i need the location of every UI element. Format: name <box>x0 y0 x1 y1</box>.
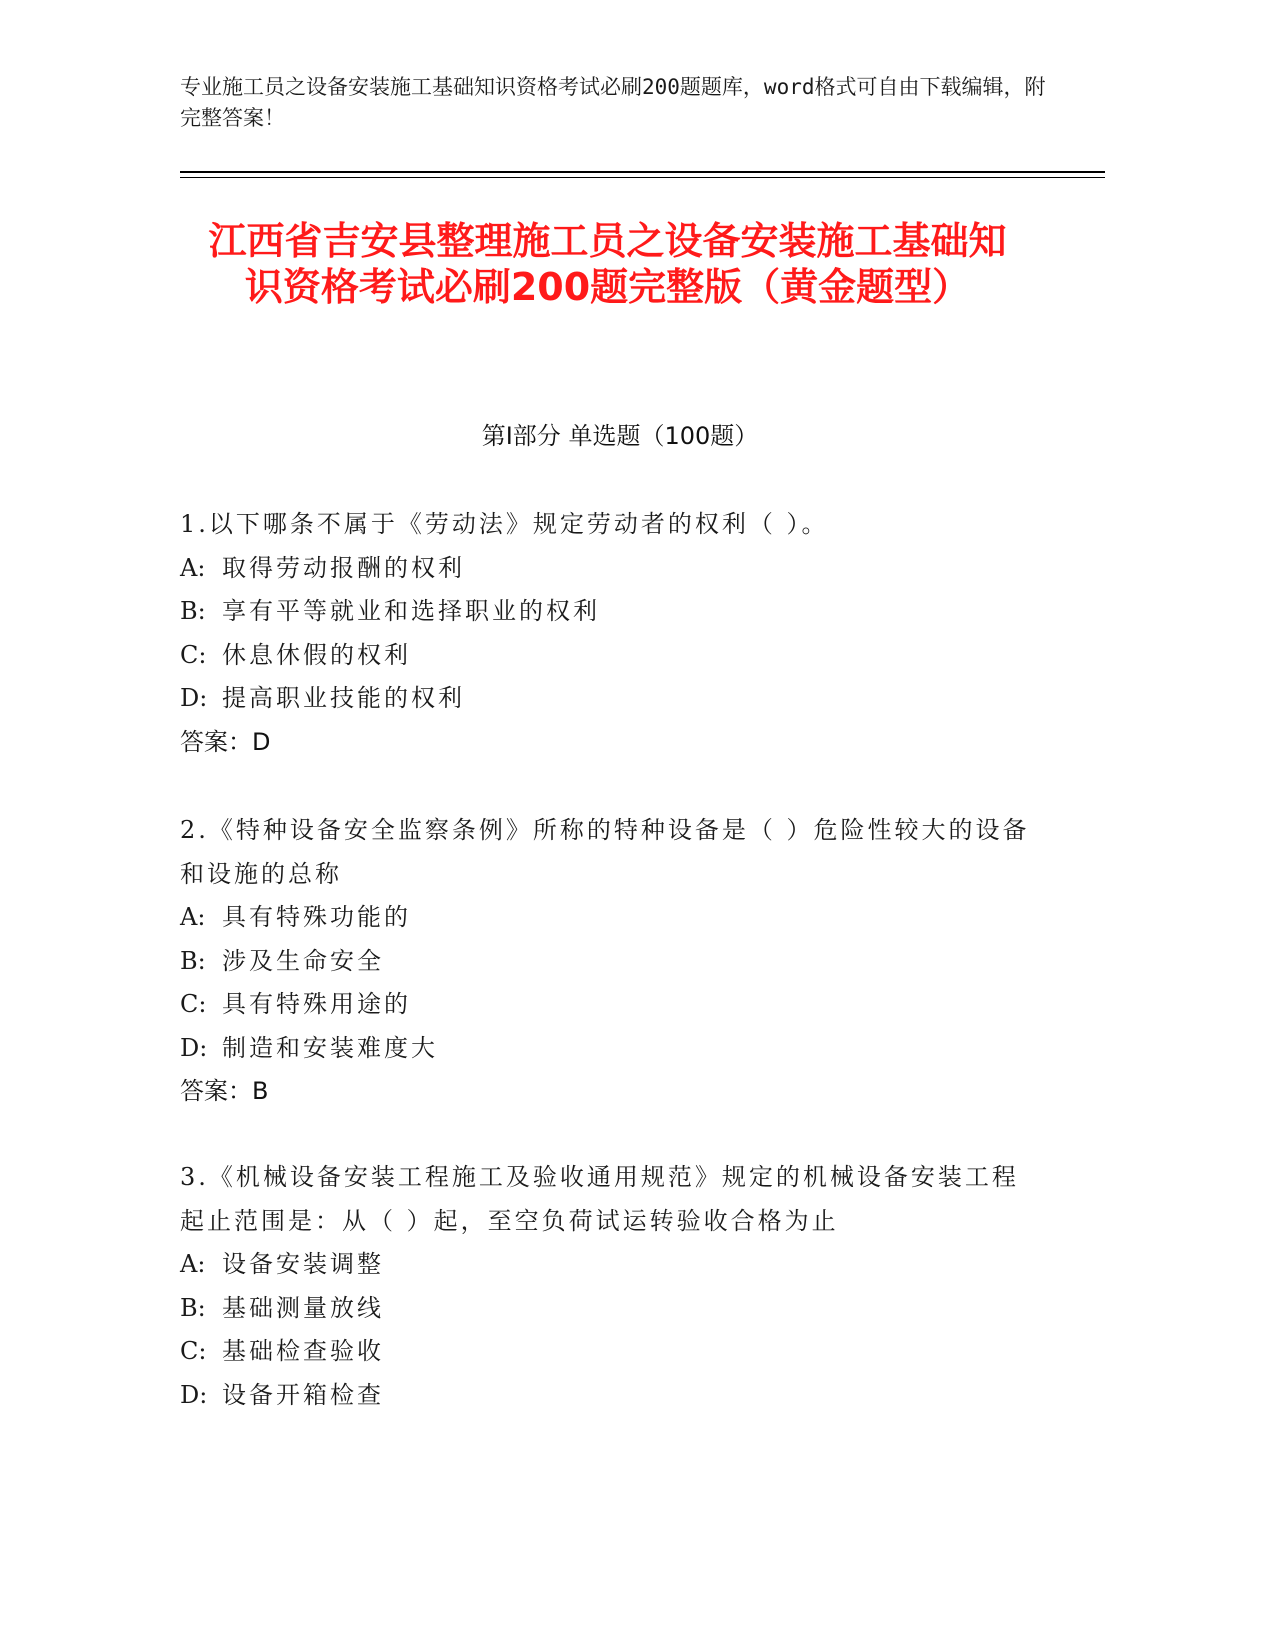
option-d <box>180 1374 1040 1418</box>
intro-text: 专业施工员之设备安装施工基础知识资格考试必刷200题题库，word格式可自由下载编辑，附完整答案！ <box>180 75 1046 130</box>
option-text: 基础测量放线 <box>222 1293 384 1322</box>
option-letter: D: <box>180 684 208 712</box>
section-heading: 第Ⅰ部分 单选题（100题） <box>481 422 759 450</box>
option-letter: A: <box>180 903 206 931</box>
option-letter: D: <box>180 1033 208 1062</box>
option-letter: C: <box>180 1337 207 1365</box>
option-c <box>180 983 1040 1027</box>
question-1 <box>180 503 1040 764</box>
option-letter: A: <box>180 553 206 582</box>
option-b <box>180 1287 1040 1331</box>
answer: 答案：D <box>180 727 271 756</box>
question-stem: 3.《机械设备安装工程施工及验收通用规范》规定的机械设备安装工程起止范围是：从（ ）起，至空负荷试运转验收合格为止 <box>180 1163 1019 1235</box>
option-text: 基础检查验收 <box>222 1337 384 1365</box>
question-3 <box>180 1156 1040 1417</box>
document-title: 江西省吉安县整理施工员之设备安装施工基础知识资格考试必刷200题完整版（黄金题型） <box>208 219 1007 309</box>
option-a <box>180 896 1040 940</box>
option-text: 设备开箱检查 <box>222 1380 384 1409</box>
option-b <box>180 590 1040 634</box>
option-letter: A: <box>180 1250 206 1278</box>
option-c <box>180 1330 1040 1374</box>
question-stem: 2.《特种设备安全监察条例》所称的特种设备是（ ）危险性较大的设备和设施的总称 <box>180 816 1030 888</box>
option-letter: B: <box>180 946 206 975</box>
option-text: 取得劳动报酬的权利 <box>222 553 465 582</box>
answer: 答案：B <box>180 1077 269 1105</box>
option-text: 具有特殊用途的 <box>222 990 411 1018</box>
option-letter: D: <box>180 1380 208 1409</box>
option-text: 设备安装调整 <box>222 1250 384 1278</box>
option-letter: B: <box>180 1293 206 1322</box>
option-text: 涉及生命安全 <box>222 946 384 975</box>
option-b <box>180 940 1040 984</box>
option-text: 制造和安装难度大 <box>222 1033 438 1062</box>
option-letter: B: <box>180 597 206 625</box>
option-text: 享有平等就业和选择职业的权利 <box>222 597 600 625</box>
question-stem: 1.以下哪条不属于《劳动法》规定劳动者的权利（ ）。 <box>180 510 829 538</box>
header-rule-thin <box>180 177 1105 178</box>
option-c <box>180 634 1040 678</box>
option-a <box>180 547 1040 591</box>
option-a <box>180 1243 1040 1287</box>
option-letter: C: <box>180 640 207 669</box>
question-2 <box>180 809 1040 1114</box>
option-letter: C: <box>180 990 207 1018</box>
option-d <box>180 677 1040 721</box>
option-d <box>180 1027 1040 1071</box>
option-text: 提高职业技能的权利 <box>222 684 465 712</box>
option-text: 具有特殊功能的 <box>222 903 411 931</box>
header-rule-thick <box>180 171 1105 173</box>
option-text: 休息休假的权利 <box>222 640 411 669</box>
